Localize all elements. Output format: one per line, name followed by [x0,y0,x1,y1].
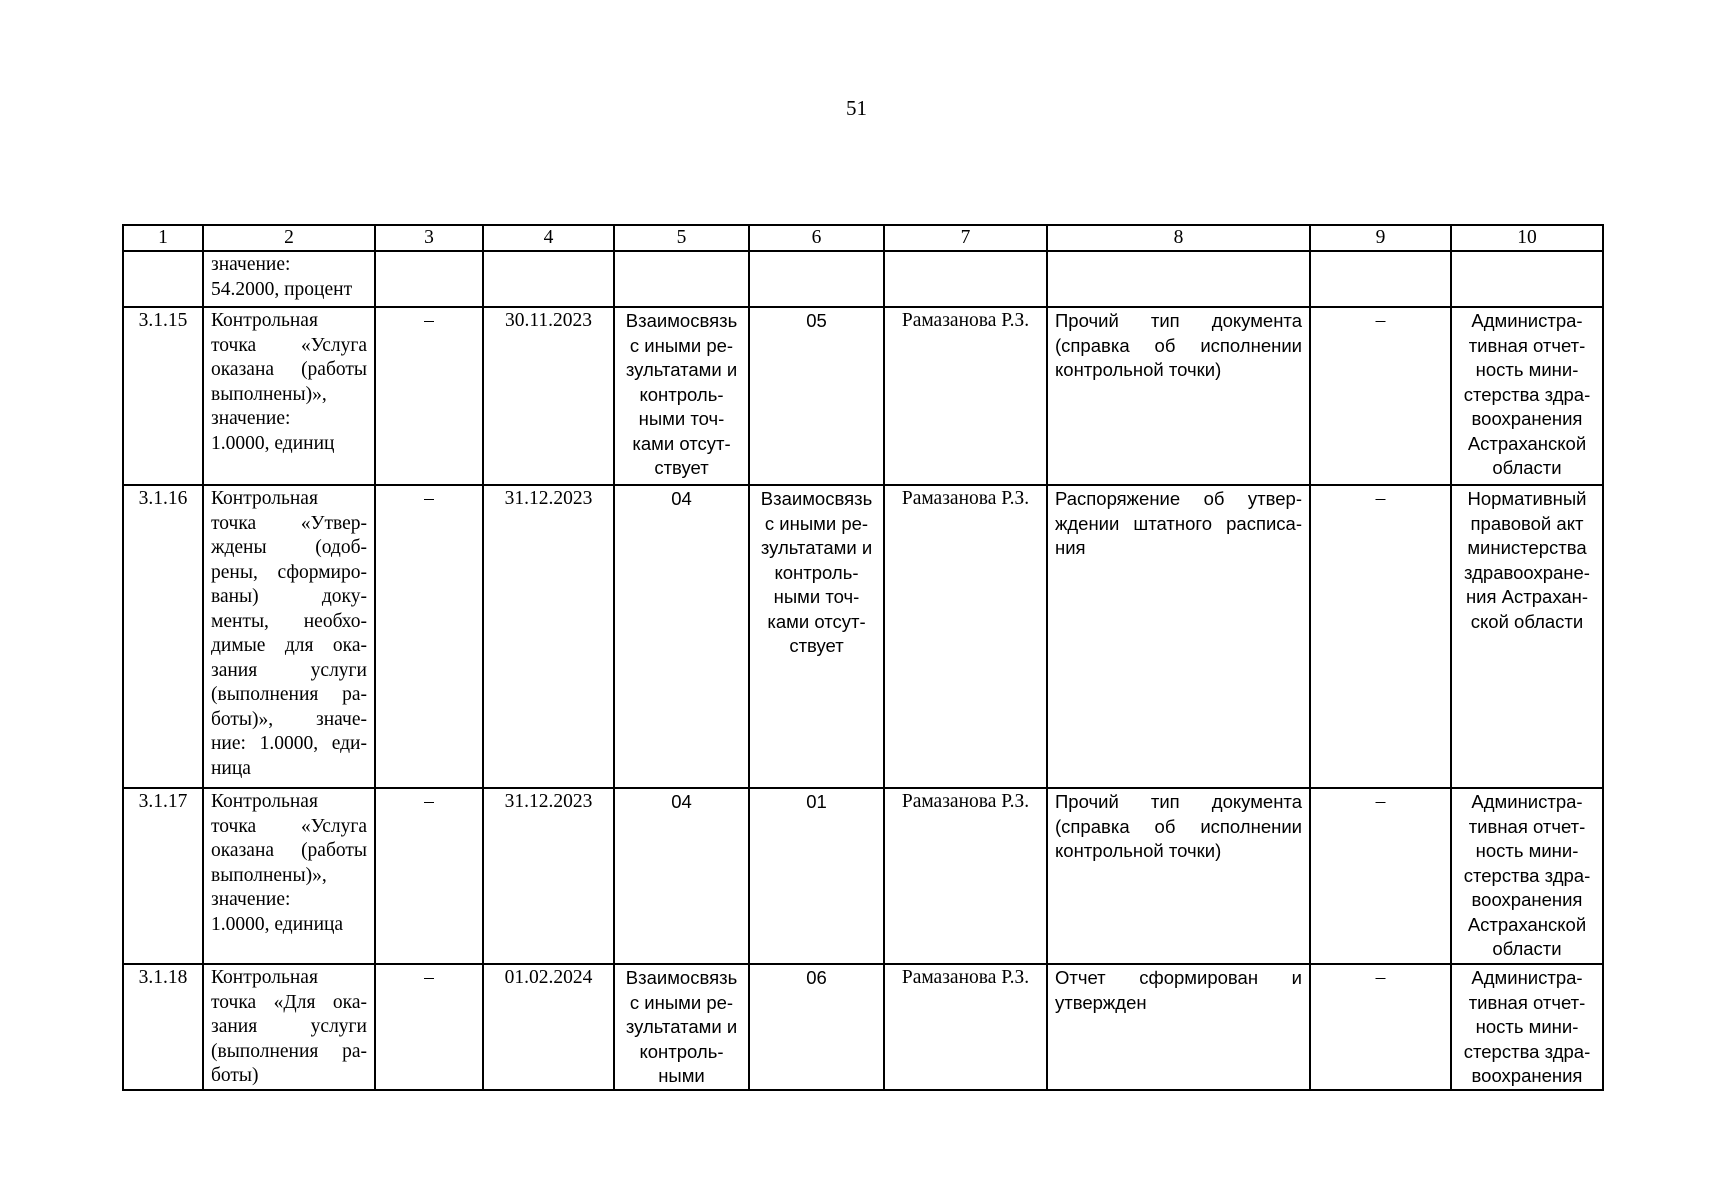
header-cell: 10 [1451,225,1603,251]
cell-result-name-line: точка «Для ока- [211,991,367,1013]
cell-date-text: 30.11.2023 [504,310,593,331]
cell-col5-line: ствует [654,457,709,478]
cell-result-name-line: ница [211,757,251,779]
cell-document-type [1047,485,1310,788]
cell-responsible [884,485,1047,788]
cell-result-name [203,485,375,788]
cell-number-text: 3.1.15 [138,310,188,331]
cell-col6 [749,964,884,1090]
cell-result-name-line: Контрольная [211,791,318,812]
cell-col5-line: с иными ре- [629,991,734,1013]
cell-col5-line: с иными ре- [629,334,734,356]
cell-date [483,307,614,485]
cell-col6-line: зультатами и [760,537,873,558]
cell-result-name-line: Контрольная [211,967,318,988]
cell-col3-text: – [424,310,434,331]
cell-col3 [375,788,483,964]
cell-number [123,788,203,964]
cell-information-system-line: министерства [1467,537,1587,558]
cell-result-name-line: (выполнения ра- [211,684,367,705]
cell-information-system-line: Администра- [1471,967,1583,988]
header-cell: 5 [614,225,749,251]
cell-col5-line: 04 [671,488,692,509]
cell-col5-line: Взаимосвязь [625,967,738,988]
cell-date [483,251,614,307]
cell-col5 [614,964,749,1090]
cell-col3 [375,307,483,485]
table-row [123,307,1603,485]
header-cell: 7 [884,225,1047,251]
cell-col5 [614,485,749,788]
cell-col3-text: – [424,791,434,812]
cell-col5-line: 04 [671,791,692,812]
cell-col6-line: с иными ре- [764,512,869,534]
cell-result-name-line: рены, сформиро- [211,561,367,583]
cell-col5 [614,788,749,964]
cell-information-system [1451,788,1603,964]
cell-document-type-line: (справка об исполнении [1055,334,1302,356]
cell-date-text: 31.12.2023 [504,791,593,812]
cell-col6-line: ными точ- [773,586,860,607]
cell-number [123,251,203,307]
cell-information-system-line: Администра- [1471,310,1583,331]
cell-number [123,964,203,1090]
cell-document-type [1047,964,1310,1090]
cell-col9 [1310,788,1451,964]
cell-information-system-line: Астраханской [1467,432,1587,454]
cell-result-name-line: зания услуги [211,1016,367,1037]
cell-result-name-line: точка «Услуга [211,815,367,837]
cell-col9 [1310,964,1451,1090]
cell-result-name-line: ние: 1.0000, еди- [211,733,367,754]
cell-date [483,485,614,788]
cell-col6 [749,307,884,485]
cell-result-name-line: оказана (работы [211,359,367,380]
cell-document-type-line: Отчет сформирован и [1055,967,1302,988]
cell-document-type [1047,251,1310,307]
cell-responsible-text: Рамазанова Р.З. [901,791,1030,812]
cell-result-name-line: значение: [211,889,291,910]
cell-col6-line: ствует [789,635,844,656]
cell-information-system-line: воохранения [1471,408,1583,429]
cell-information-system-line: ния Астрахан- [1465,586,1589,607]
cell-result-name-line: димые для ока- [211,635,367,656]
cell-col3 [375,485,483,788]
cell-information-system-line: ской области [1470,610,1584,632]
cell-information-system-line: стерства здра- [1463,1040,1591,1062]
control-points-table [122,224,1604,1091]
cell-col5-line: зультатами и [625,359,738,380]
cell-responsible [884,964,1047,1090]
cell-col5-line: ками отсут- [632,432,731,454]
cell-information-system-line: воохранения [1471,889,1583,910]
cell-information-system [1451,964,1603,1090]
cell-col6-line: ками отсут- [767,610,866,632]
cell-col9-text: – [1375,488,1386,509]
cell-responsible-text: Рамазанова Р.З. [901,967,1030,988]
table-row [123,485,1603,788]
header-cell: 8 [1047,225,1310,251]
cell-information-system-line: ность мини- [1475,359,1579,380]
cell-col3-text: – [424,967,434,988]
cell-responsible [884,307,1047,485]
header-cell: 4 [483,225,614,251]
cell-result-name-line: выполнены)», [211,864,327,886]
cell-col3 [375,251,483,307]
cell-col5-line: зультатами и [625,1016,738,1037]
cell-number [123,485,203,788]
cell-col6-line: 01 [806,791,827,812]
cell-result-name-line: выполнены)», [211,383,327,405]
cell-number-text: 3.1.18 [138,967,188,988]
cell-document-type-line: контрольной точки) [1055,840,1222,861]
cell-result-name-line: точка «Услуга [211,334,367,356]
cell-document-type-line: Прочий тип документа [1055,310,1302,331]
cell-responsible-text: Рамазанова Р.З. [901,488,1030,509]
cell-information-system-line: тивная отчет- [1468,815,1586,837]
cell-information-system-line: ность мини- [1475,840,1579,861]
cell-document-type [1047,307,1310,485]
cell-result-name-line: Контрольная [211,310,318,331]
cell-responsible-text: Рамазанова Р.З. [901,310,1030,331]
cell-col5 [614,251,749,307]
cell-information-system-line: области [1492,938,1562,959]
cell-result-name-line: боты)», значе- [211,708,367,730]
cell-information-system-line: стерства здра- [1463,383,1591,405]
cell-col9-text: – [1375,967,1386,988]
cell-information-system-line: тивная отчет- [1468,991,1586,1013]
cell-col9-text: – [1375,310,1386,331]
cell-col5-line: ными [658,1065,705,1086]
header-cell: 6 [749,225,884,251]
cell-col9 [1310,307,1451,485]
cell-result-name [203,307,375,485]
cell-result-name-line: 1.0000, единиц [211,432,335,454]
cell-result-name-line: 1.0000, единица [211,913,344,935]
cell-col5-line: ными точ- [638,408,725,429]
cell-result-name [203,788,375,964]
page-number: 51 [846,96,867,120]
cell-document-type [1047,788,1310,964]
cell-document-type-line: Распоряжение об утвер- [1055,488,1302,509]
cell-date [483,964,614,1090]
cell-number-text: 3.1.17 [138,791,188,812]
cell-col9 [1310,251,1451,307]
table-row [123,964,1603,1090]
cell-number [123,307,203,485]
cell-result-name-line: ваны) доку- [211,586,367,607]
cell-result-name-line: боты) [211,1065,259,1086]
cell-result-name-line: ждены (одоб- [211,537,367,558]
header-cell: 2 [203,225,375,251]
cell-information-system-line: здравоохране- [1464,561,1590,583]
cell-document-type-line: утвержден [1055,991,1147,1013]
cell-document-type-line: контрольной точки) [1055,359,1222,380]
cell-information-system-line: Нормативный [1467,488,1587,509]
cell-col5 [614,307,749,485]
cell-responsible [884,251,1047,307]
cell-information-system-line: области [1492,457,1562,478]
cell-information-system [1451,251,1603,307]
cell-col5-line: Взаимосвязь [625,310,738,331]
cell-date-text: 01.02.2024 [504,967,593,988]
cell-document-type-line: (справка об исполнении [1055,815,1302,837]
cell-date [483,788,614,964]
cell-result-name-line: точка «Утвер- [211,512,367,534]
cell-result-name-line: (выполнения ра- [211,1040,367,1062]
cell-result-name-line: значение: [211,408,291,429]
cell-information-system-line: тивная отчет- [1468,334,1586,356]
cell-document-type-line: Прочий тип документа [1055,791,1302,812]
cell-col6-line: Взаимосвязь [760,488,873,509]
cell-responsible [884,788,1047,964]
cell-result-name-line: менты, необхо- [211,610,367,632]
cell-col6-line: контроль- [774,561,859,583]
cell-document-type-line: ждении штатного расписа- [1055,512,1302,534]
cell-col3 [375,964,483,1090]
cell-number-text: 3.1.16 [138,488,188,509]
cell-information-system-line: Администра- [1471,791,1583,812]
cell-col6-line: 05 [806,310,827,331]
cell-col5-line: контроль- [639,383,724,405]
header-cell: 1 [123,225,203,251]
cell-col6 [749,251,884,307]
cell-result-name [203,964,375,1090]
cell-information-system-line: стерства здра- [1463,864,1591,886]
cell-col9-text: – [1375,791,1386,812]
cell-col9 [1310,485,1451,788]
cell-document-type-line: ния [1055,537,1086,558]
header-cell: 9 [1310,225,1451,251]
cell-information-system-line: Астраханской [1467,913,1587,935]
cell-col5-line: контроль- [639,1040,724,1062]
cell-result-name-line: оказана (работы [211,840,367,861]
cell-information-system [1451,307,1603,485]
table-row [123,788,1603,964]
cell-date-text: 31.12.2023 [504,488,593,509]
cell-information-system-line: правовой акт [1470,512,1584,534]
cell-information-system-line: ность мини- [1475,1016,1579,1037]
header-cell: 3 [375,225,483,251]
cell-col3-text: – [424,488,434,509]
cell-information-system-line: воохранения [1471,1065,1583,1086]
cell-result-name-line: Контрольная [211,488,318,509]
cell-result-name-line: 54.2000, процент [211,278,353,300]
cell-col6-line: 06 [806,967,827,988]
cell-information-system [1451,485,1603,788]
header-row [123,225,1603,251]
table-row [123,251,1603,307]
cell-result-name-line: значение: [211,254,291,275]
cell-col6 [749,485,884,788]
cell-result-name [203,251,375,307]
cell-result-name-line: зания услуги [211,659,367,681]
cell-col6 [749,788,884,964]
